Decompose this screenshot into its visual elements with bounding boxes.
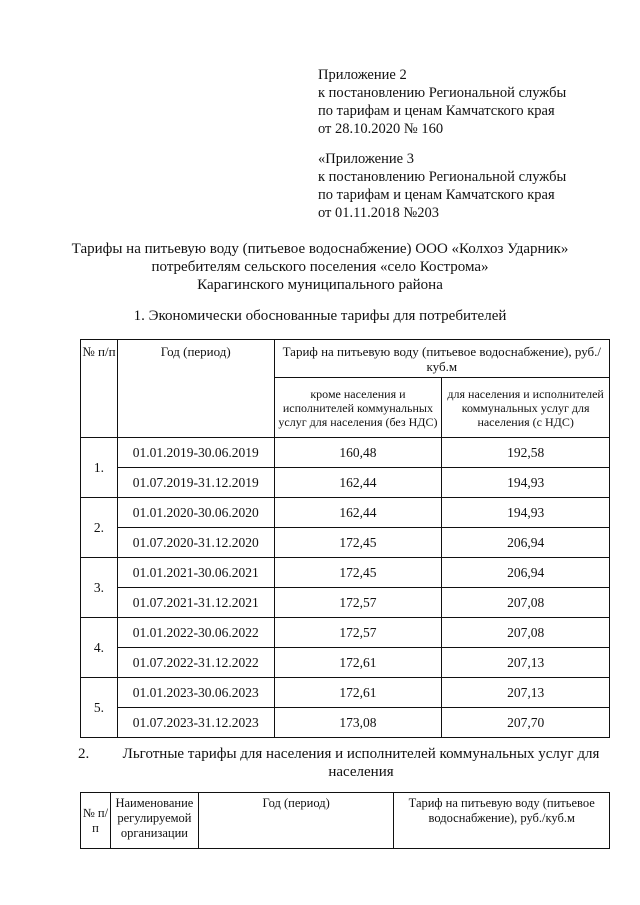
period-cell: 01.01.2023-30.06.2023 [117,678,274,708]
appendix-line: по тарифам и ценам Камчатского края [318,187,555,203]
table-row [81,558,610,588]
table-row [81,618,610,648]
appendix-line: от 01.11.2018 №203 [318,205,439,221]
header-organization: Наименование регулируемой организации [110,793,198,849]
tariff-population-cell: 207,08 [442,588,610,618]
period-cell: 01.07.2020-31.12.2020 [117,528,274,558]
row-number: 1. [81,438,118,498]
appendix-line: к постановлению Региональной службы [318,169,567,185]
header-tariff: Тариф на питьевую воду (питьевое водоснабжение), руб./куб.м [394,793,610,849]
header-period: Год (период) [198,793,394,849]
tariff-except-population-cell: 172,61 [274,678,442,708]
tariff-except-population-cell: 162,44 [274,468,442,498]
header-num: № п/п [81,793,111,849]
appendix-line: «Приложение 3 [318,151,414,167]
table-row [81,678,610,708]
appendix-line: к постановлению Региональной службы [318,85,567,101]
appendix-line: Приложение 2 [318,67,407,83]
table-row [81,468,610,498]
header-num: № п/п [81,340,118,438]
period-cell: 01.07.2019-31.12.2019 [117,468,274,498]
section-1-heading: 1. Экономически обоснованные тарифы для потребителей [133,308,507,324]
row-number: 5. [81,678,118,738]
tariff-population-cell: 206,94 [442,558,610,588]
tariff-population-cell: 207,13 [442,648,610,678]
table-row [81,588,610,618]
tariff-population-cell: 194,93 [442,498,610,528]
period-cell: 01.07.2021-31.12.2021 [117,588,274,618]
header-period: Год (период) [117,340,274,438]
tariff-except-population-cell: 162,44 [274,498,442,528]
period-cell: 01.07.2022-31.12.2022 [117,648,274,678]
tariff-population-cell: 207,08 [442,618,610,648]
appendix-3-header [318,150,566,222]
tariff-except-population-cell: 172,57 [274,618,442,648]
table-row [81,528,610,558]
row-number: 2. [81,498,118,558]
tariff-population-cell: 206,94 [442,528,610,558]
tariff-population-cell: 192,58 [442,438,610,468]
appendix-line: от 28.10.2020 № 160 [318,121,444,137]
tariff-except-population-cell: 172,57 [274,588,442,618]
header-population: для населения и исполнителей коммунальных услуг для населения (с НДС) [442,378,610,438]
title-line: Карагинского муниципального района [197,277,443,293]
header-except-population: кроме населения и исполнителей коммунальных услуг для населения (без НДС) [274,378,442,438]
section-2-heading [78,745,608,781]
document-title [40,240,600,294]
tariff-except-population-cell: 172,45 [274,558,442,588]
period-cell: 01.01.2019-30.06.2019 [117,438,274,468]
table-row [81,708,610,738]
table-row [81,438,610,468]
tariff-except-population-cell: 173,08 [274,708,442,738]
row-number: 4. [81,618,118,678]
appendix-2-header [318,66,566,138]
section-2-number: 2. [78,746,90,762]
tariff-population-cell: 194,93 [442,468,610,498]
section-2-text: Льготные тарифы для населения и исполнителей коммунальных услуг для населения [122,746,600,780]
title-line: Тарифы на питьевую воду (питьевое водоснабжение) ООО «Колхоз Ударник» [71,241,569,257]
table-row [81,498,610,528]
tariff-population-cell: 207,13 [442,678,610,708]
tariff-population-cell: 207,70 [442,708,610,738]
preferential-tariffs-table [80,792,610,849]
period-cell: 01.01.2021-30.06.2021 [117,558,274,588]
tariff-except-population-cell: 172,61 [274,648,442,678]
period-cell: 01.01.2022-30.06.2022 [117,618,274,648]
tariff-except-population-cell: 160,48 [274,438,442,468]
period-cell: 01.01.2020-30.06.2020 [117,498,274,528]
appendix-line: по тарифам и ценам Камчатского края [318,103,555,119]
header-tariff: Тариф на питьевую воду (питьевое водоснабжение), руб./куб.м [274,340,609,378]
economic-tariffs-table [80,339,610,738]
period-cell: 01.07.2023-31.12.2023 [117,708,274,738]
tariff-except-population-cell: 172,45 [274,528,442,558]
table-row [81,648,610,678]
title-line: потребителям сельского поселения «село Кострома» [151,259,489,275]
row-number: 3. [81,558,118,618]
